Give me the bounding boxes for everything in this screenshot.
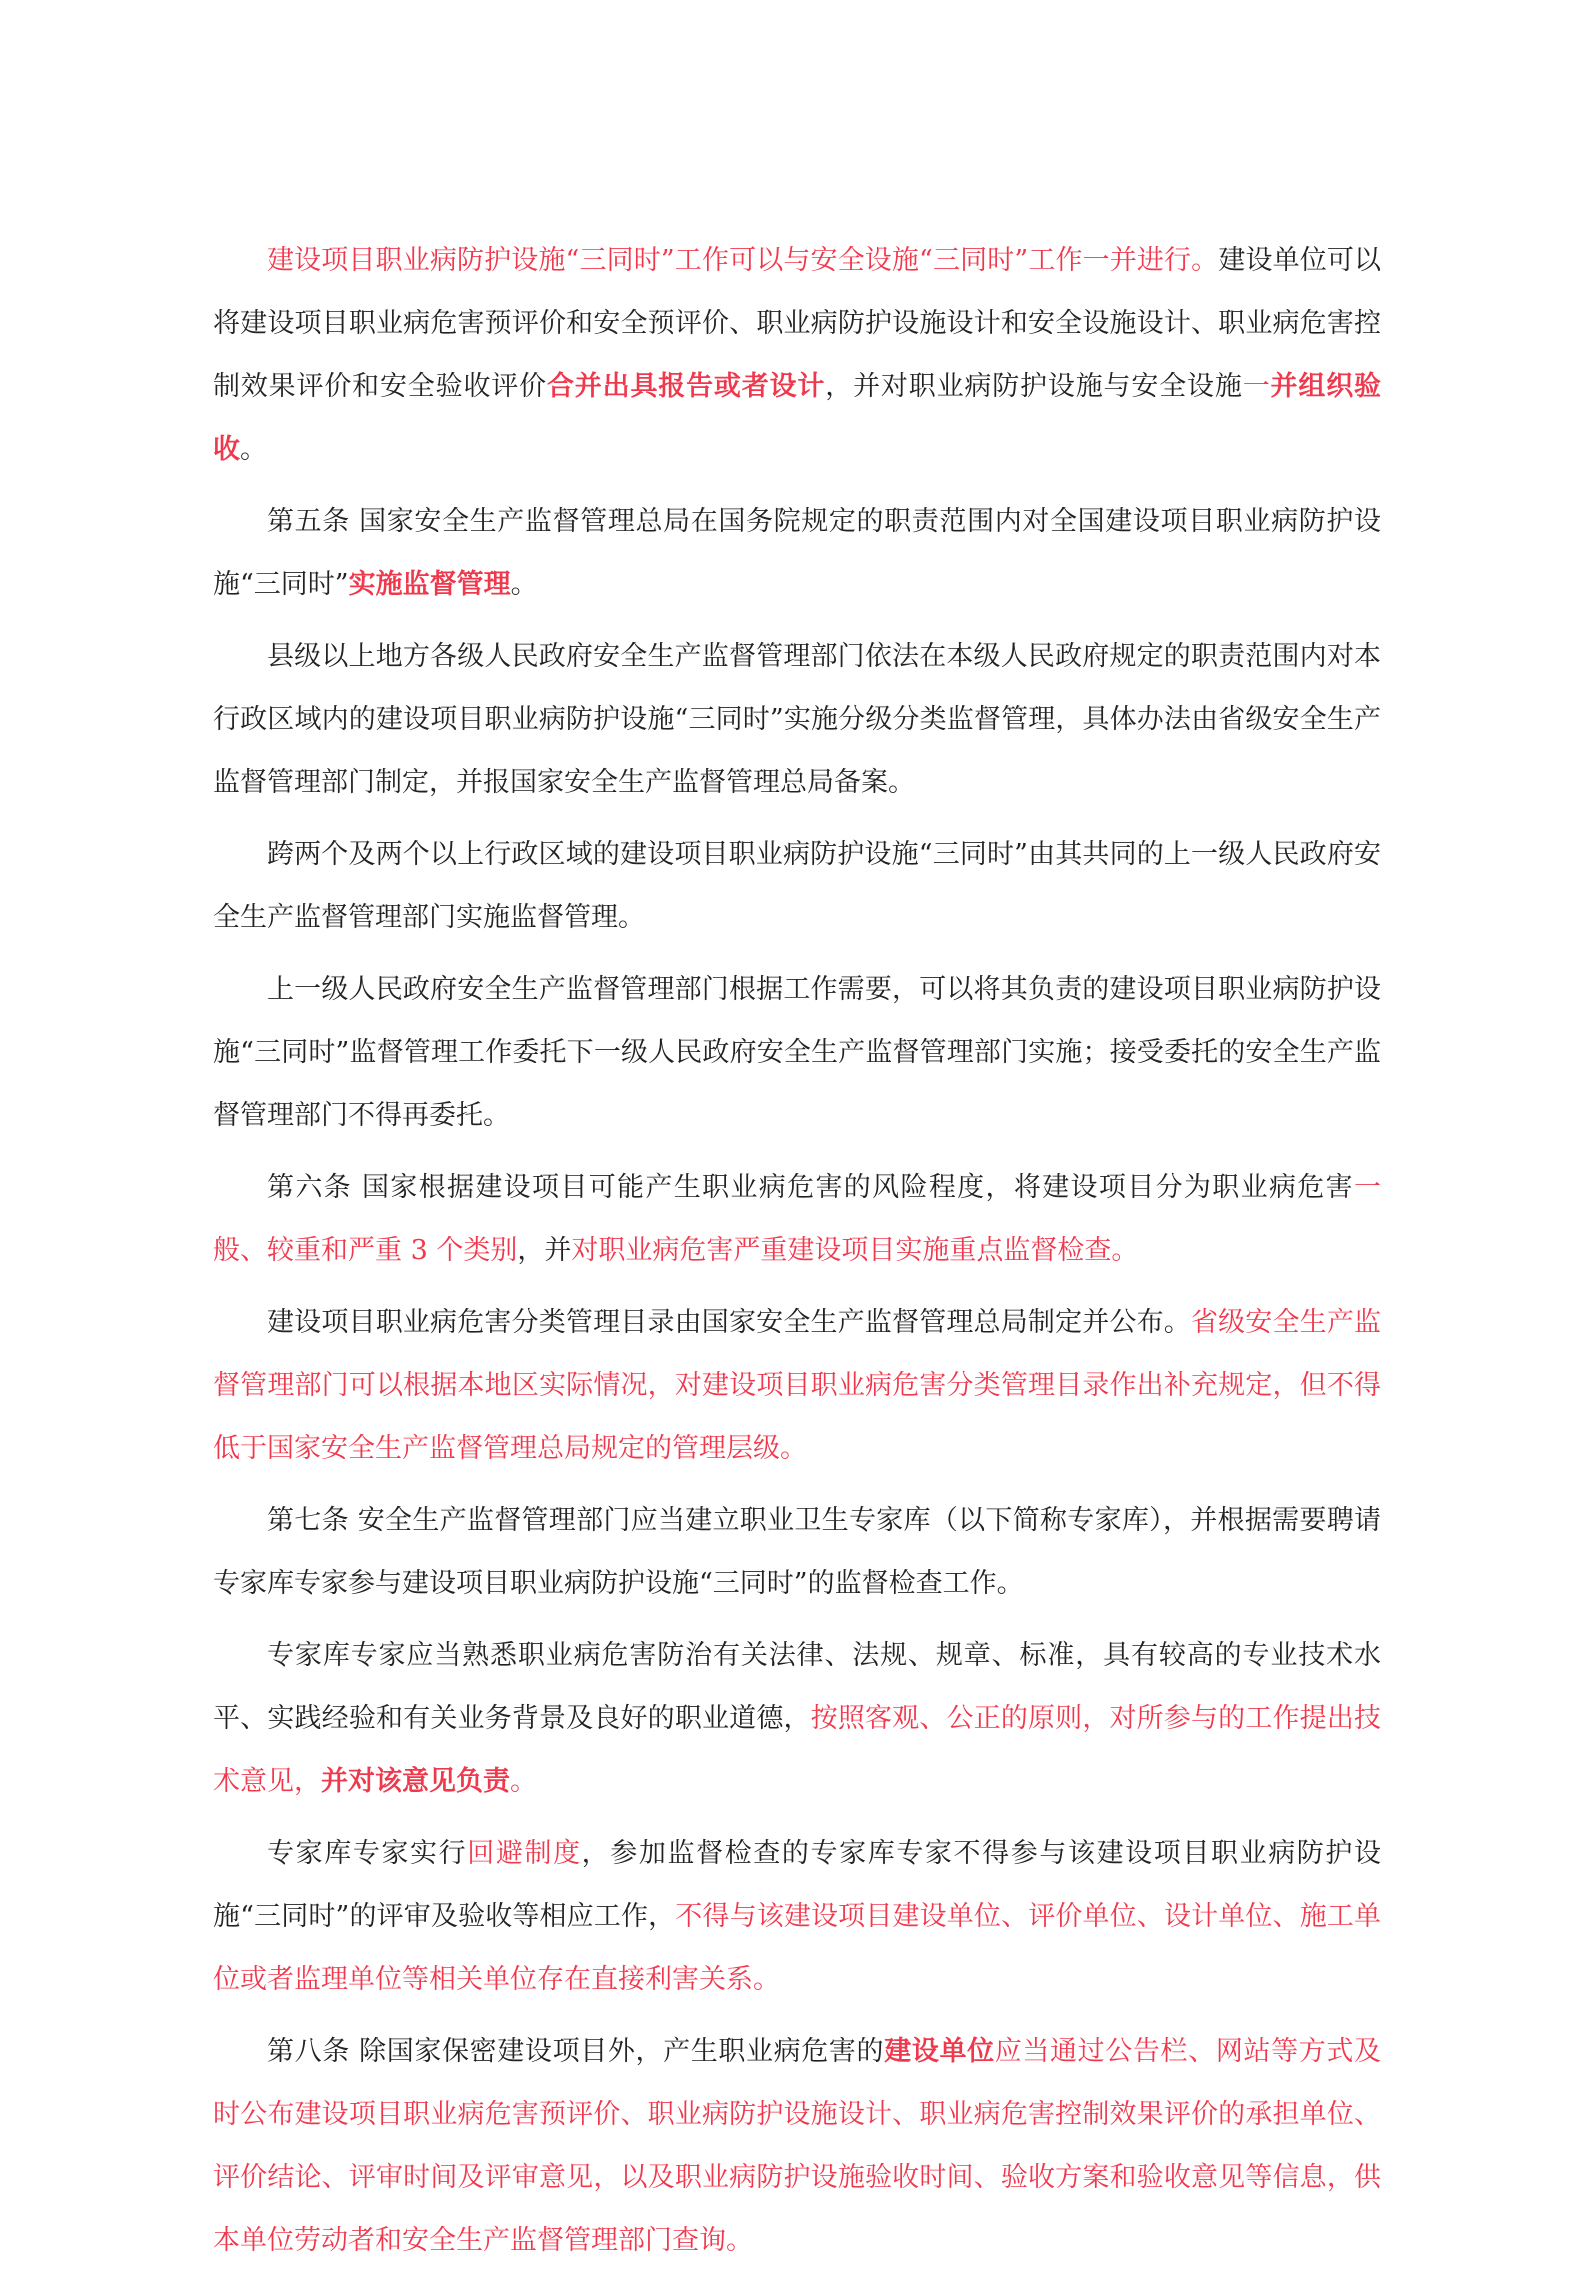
highlighted-text-run: 建设项目职业病防护设施“三同时”工作可以与安全设施“三同时”工作一并进行。	[267, 245, 1219, 276]
text-run: 建设单位可以将建设项目职业病危害预评价和安全预评价、职业病防护设施设计和安全设施设计、职业病危害控制效果评价和安全验收评价	[213, 245, 1382, 402]
text-run: ，并对职业病防护设施与安全设施	[825, 371, 1243, 402]
highlighted-text-run: 一	[1242, 371, 1271, 402]
paragraph-6	[213, 1291, 1381, 1480]
text-run: ，并	[517, 1235, 572, 1266]
highlighted-text-run: 建设单位	[884, 2036, 995, 2067]
highlighted-text-run: 实施监督管理	[348, 569, 511, 600]
paragraph-1	[213, 490, 1381, 616]
paragraph-9	[213, 1822, 1381, 2011]
highlighted-text-run: 并组织验收	[213, 371, 1382, 465]
text-run: 建设项目职业病危害分类管理目录由国家安全生产监督管理总局制定并公布。	[267, 1307, 1191, 1338]
text-run: 专家库专家实行	[267, 1838, 468, 1869]
highlighted-text-run: 应当通过公告栏、网站等方式及时公布建设项目职业病危害预评价、职业病防护设施设计、职业病危害控制效果评价的承担单位、评价结论、评审时间及评审意见，以及职业病防护设施验收时间、验收方案和验收意见等信息，供本单位劳动者和安全生产监督管理部门查询。	[213, 2036, 1382, 2256]
paragraph-4	[213, 958, 1381, 1147]
paragraph-7	[213, 1489, 1381, 1615]
highlighted-text-run: 省级安全生产监督管理部门可以根据本地区实际情况，对建设项目职业病危害分类管理目录作出补充规定，但不得低于国家安全生产监督管理总局规定的管理层级。	[213, 1307, 1382, 1464]
paragraph-10	[213, 2020, 1381, 2272]
text-run: 第八条 除国家保密建设项目外，产生职业病危害的	[267, 2036, 885, 2067]
text-run: 。	[510, 569, 538, 600]
paragraph-5	[213, 1156, 1381, 1282]
text-run: 第五条 国家安全生产监督管理总局在国务院规定的职责范围内对全国建设项目职业病防护设施“三同时”	[213, 506, 1381, 600]
highlighted-text-run: 对职业病危害严重建设项目实施重点监督检查。	[571, 1235, 1139, 1266]
text-run: ，参加监督检查的专家库专家不得参与该建设项目职业病防护设施“三同时”的评审及验收等相应工作，	[213, 1838, 1382, 1932]
paragraph-2	[213, 625, 1381, 814]
text-run: 县级以上地方各级人民政府安全生产监督管理部门依法在本级人民政府规定的职责范围内对本行政区域内的建设项目职业病防护设施“三同时”实施分级分类监督管理，具体办法由省级安全生产监督管理部门制定，并报国家安全生产监督管理总局备案。	[213, 641, 1381, 798]
highlighted-text-run: 。	[510, 1766, 537, 1797]
text-run: 专家库专家应当熟悉职业病危害防治有关法律、法规、规章、标准，具有较高的专业技术水平、实践经验和有关业务背景及良好的职业道德，	[213, 1640, 1381, 1734]
paragraph-8	[213, 1624, 1381, 1813]
highlighted-text-run: 回避制度	[467, 1838, 582, 1869]
highlighted-text-run: 不得与该建设项目建设单位、评价单位、设计单位、施工单位或者监理单位等相关单位存在直接利害关系。	[213, 1901, 1381, 1995]
highlighted-text-run: 一般、较重和严重 3 个类别	[213, 1172, 1381, 1266]
text-run: 第六条 国家根据建设项目可能产生职业病危害的风险程度，将建设项目分为职业病危害	[267, 1172, 1354, 1203]
highlighted-text-run: 合并出具报告或者设计	[546, 371, 826, 402]
text-run: 上一级人民政府安全生产监督管理部门根据工作需要，可以将其负责的建设项目职业病防护设施“三同时”监督管理工作委托下一级人民政府安全生产监督管理部门实施；接受委托的安全生产监督管理部门不得再委托。	[213, 974, 1381, 1131]
highlighted-text-run: 并对该意见负责	[321, 1766, 510, 1797]
text-run: 。	[240, 434, 267, 465]
text-run: 跨两个及两个以上行政区域的建设项目职业病防护设施“三同时”由其共同的上一级人民政府安全生产监督管理部门实施监督管理。	[213, 839, 1381, 933]
highlighted-text-run: 按照客观、公正的原则，对所参与的工作提出技术意见，	[213, 1703, 1382, 1797]
paragraph-3	[213, 823, 1381, 949]
text-run: 第七条 安全生产监督管理部门应当建立职业卫生专家库（以下简称专家库），并根据需要聘请专家库专家参与建设项目职业病防护设施“三同时”的监督检查工作。	[213, 1505, 1381, 1599]
paragraph-0	[213, 229, 1381, 481]
document-body	[213, 229, 1381, 2281]
